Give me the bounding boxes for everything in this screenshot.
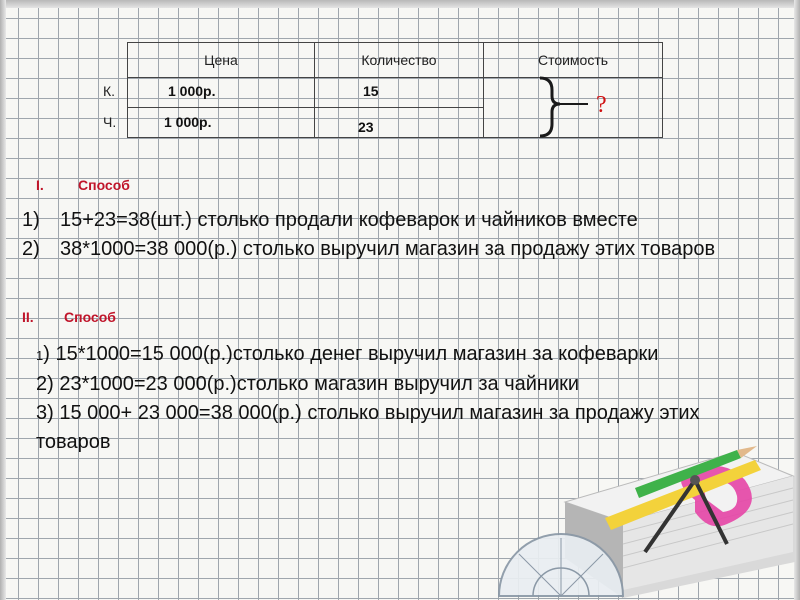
method2-title: Способ (64, 309, 116, 325)
method2-numeral: II. (22, 309, 34, 325)
method1-numeral: I. (36, 177, 44, 193)
method2-line1-text: ) 15*1000=15 000(р.)столько денег выручил магазин за кофеварки (43, 343, 659, 365)
row-label-k: К. (103, 83, 116, 99)
row2-qty-cell (315, 108, 484, 138)
method1-item-number: 1) (22, 209, 40, 231)
method2-line2: 2) 23*1000=23 000(р.)столько магазин выручил за чайники (36, 373, 580, 395)
question-mark: ? (596, 92, 607, 118)
header-price: Цена (128, 43, 315, 78)
curly-brace-icon (530, 72, 590, 142)
row1-qty-cell (315, 78, 484, 108)
method1-list (22, 206, 782, 264)
row1-quantity: 15 (363, 83, 379, 99)
header-quantity: Количество (315, 43, 484, 78)
row1-price: 1 000р. (168, 83, 216, 99)
row2-price-cell (128, 108, 315, 138)
method1-item-text: 15+23=38(шт.) столько продали кофеварок и чайников вместе (60, 209, 638, 231)
left-frame (0, 0, 6, 600)
method1-item-text: 38*1000=38 000(р.) столько выручил магазин за продажу этих товаров (60, 238, 716, 260)
book-supplies-illustration (495, 440, 795, 600)
row2-quantity: 23 (358, 119, 374, 135)
row1-price-cell (128, 78, 315, 108)
top-frame (0, 0, 800, 8)
method1-item (22, 206, 782, 235)
row2-price: 1 000р. (164, 114, 212, 130)
method2-line1-number: 1 (36, 348, 44, 363)
method2-line3: 3) 15 000+ 23 000=38 000(р.) столько выручил магазин за продажу этих товаров (36, 402, 700, 453)
method1-item-number: 2) (22, 238, 40, 260)
row-label-ch: Ч. (103, 114, 117, 130)
header-cost: Стоимость (484, 43, 663, 78)
method2-line1 (36, 340, 736, 370)
method1-title: Способ (78, 177, 130, 193)
method1-item (22, 235, 782, 264)
